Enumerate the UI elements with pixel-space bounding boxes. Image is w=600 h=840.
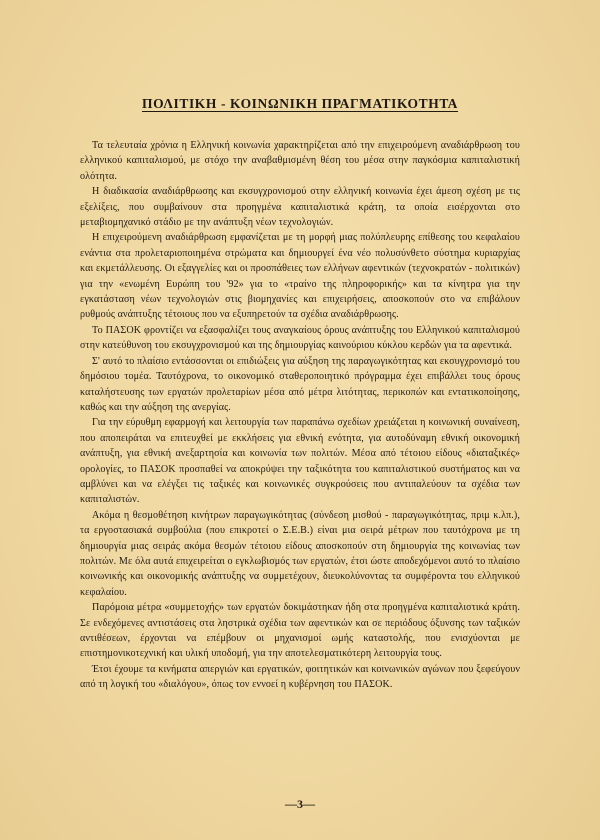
article-body: [80, 138, 520, 693]
page-number: —3—: [285, 797, 315, 811]
paragraph-2: Η διαδικασία αναδιάρθρωσης και εκσυγχρονισμού στην ελληνική κοινωνία έχει άμεση σχέση με τις εξελίξεις, που συμβαίνουν στα προηγμένα καπιταλιστικά κράτη, τα οποία εισέρχονται στο μεταβιομηχανικό στάδιο με την ανάπτυξη νέων τεχνολογιών.: [80, 186, 520, 229]
paragraph-4: Το ΠΑΣΟΚ φροντίζει να εξασφαλίζει τους αναγκαίους όρους ανάπτυξης του Ελληνικού καπιταλισμού στην κατεύθυνση του εκσυγχρονισμού και της δημιουργίας καινούριου κύκλου κερδών για τα αφεντικά.: [80, 324, 520, 352]
paragraph-6: Για την εύρυθμη εφαρμογή και λειτουργία των παραπάνω σχεδίων χρειάζεται η κοινωνική συναίνεση, που αποπειράται να επιτευχθεί με εκκλήσεις για εθνική ενότητα, για αυτοδύναμη εθνική οικονομική ανάπτυξη, για εθνική ανεξαρτησία και κοινωνία των πολιτών. Μέσα από τέτοιου είδους «διαταξικές» ορολογίες, το ΠΑΣΟΚ προσπαθεί να αποκρύψει την ταξικότητα του καπιταλιστικού συστήματος και να αμβλύνει και να ελέγξει τις ταξικές και κοινωνικές συγκρούσεις που αντιπαλεύουν τα σχέδια των καπιταλιστών.: [80, 417, 520, 506]
paragraph-8: Παρόμοια μέτρα «συμμετοχής» των εργατών δοκιμάστηκαν ήδη στα προηγμένα καπιταλιστικά κράτη. Σε ενδεχόμενες αντιστάσεις στα ληστρικά σχέδια των αφεντικών και σε περιόδους όξυνσης των ταξικών αντιθέσεων, έρχονται να επέμβουν οι μηχανισμοί ωμής καταστολής, που ενισχύονται με επιστημονικοτεχνική και υλική υποδομή, για την αποτελεσματικότερη λειτουργία τους.: [80, 602, 520, 660]
paragraph-5: Σ' αυτό το πλαίσιο εντάσσονται οι επιδιώξεις για αύξηση της παραγωγικότητας και εκσυγχρονισμό του δημόσιου τομέα. Ταυτόχρονα, το οικονομικό σταθεροποιητικό πρόγραμμα έχει επιβάλλει τους όρους καταλήστευσης των εργατών προλεταρίων μέσα από μέτρα λιτότητας, περικοπών και εντατικοποίησης, καθώς και την αύξηση της ανεργίας.: [80, 355, 520, 413]
paragraph-9: Έτσι έχουμε τα κινήματα απεργιών και εργατικών, φοιτητικών και κοινωνικών αγώνων που ξεφεύγουν από τη λογική του «διαλόγου», όπως τον εννοεί η κυβέρνηση του ΠΑΣΟΚ.: [80, 663, 520, 691]
paragraph-1: Τα τελευταία χρόνια η Ελληνική κοινωνία χαρακτηρίζεται από την επιχειρούμενη αναδιάρθρωση του ελληνικού καπιταλισμού, με στόχο την αναβαθμισμένη θέση του μέσα στην παγκόσμια καπιταλιστική ολότητα.: [80, 140, 520, 182]
paragraph-3: Η επιχειρούμενη αναδιάρθρωση εμφανίζεται με τη μορφή μιας πολύπλευρης επίθεσης του κεφαλαίου ενάντια στα προλεταριοποιημένα στρώματα και δημιουργεί ένα νέο πολυσύνθετο σύστημα κυριαρχίας και εκμετάλλευσης. Οι εξαγγελίες και οι προσπάθειες των ελλήνων αφεντικών (τεχνοκρατών - πολιτικών) για την «ενωμένη Ευρώπη του '92» για το «τραίνο της πληροφορικής» και τα κίνητρα για την εγκατάσταση νέων τεχνολογιών στις βιομηχανίες και επιχειρήσεις, αποσκοπούν στο να επιβάλουν ρυθμούς ανάπτυξης τέτοιους που να εξυπηρετούν τα σχέδια αναδιάρθρωσης.: [80, 232, 520, 321]
paragraph-7: Ακόμα η θεσμοθέτηση κινήτρων παραγωγικότητας (σύνδεση μισθού - παραγωγικότητας, πριμ κ.λπ.), τα εργοστασιακά συμβούλια (που επικροτεί ο Σ.Ε.Β.) είναι μια σειρά μέτρων που ταυτόχρονα με τη δημιουργία μιας σειράς ακόμα θεσμών τέτοιου είδους αποσκοπούν στη δημιουργία της κοινωνίας των πολιτών. Με όλα αυτά επιχειρείται ο εγκλωβισμός των εργατών, έτσι ώστε αποδεχόμενοι αυτό το πλαίσιο κοινωνικής και οικονομικής ανάπτυξης να συμμετέχουν, διευκολύνοντας τα συμφέροντα του ελληνικού κεφαλαίου.: [80, 509, 520, 598]
page-title: ΠΟΛΙΤΙΚΗ - ΚΟΙΝΩΝΙΚΗ ΠΡΑΓΜΑΤΙΚΟΤΗΤΑ: [142, 96, 458, 111]
